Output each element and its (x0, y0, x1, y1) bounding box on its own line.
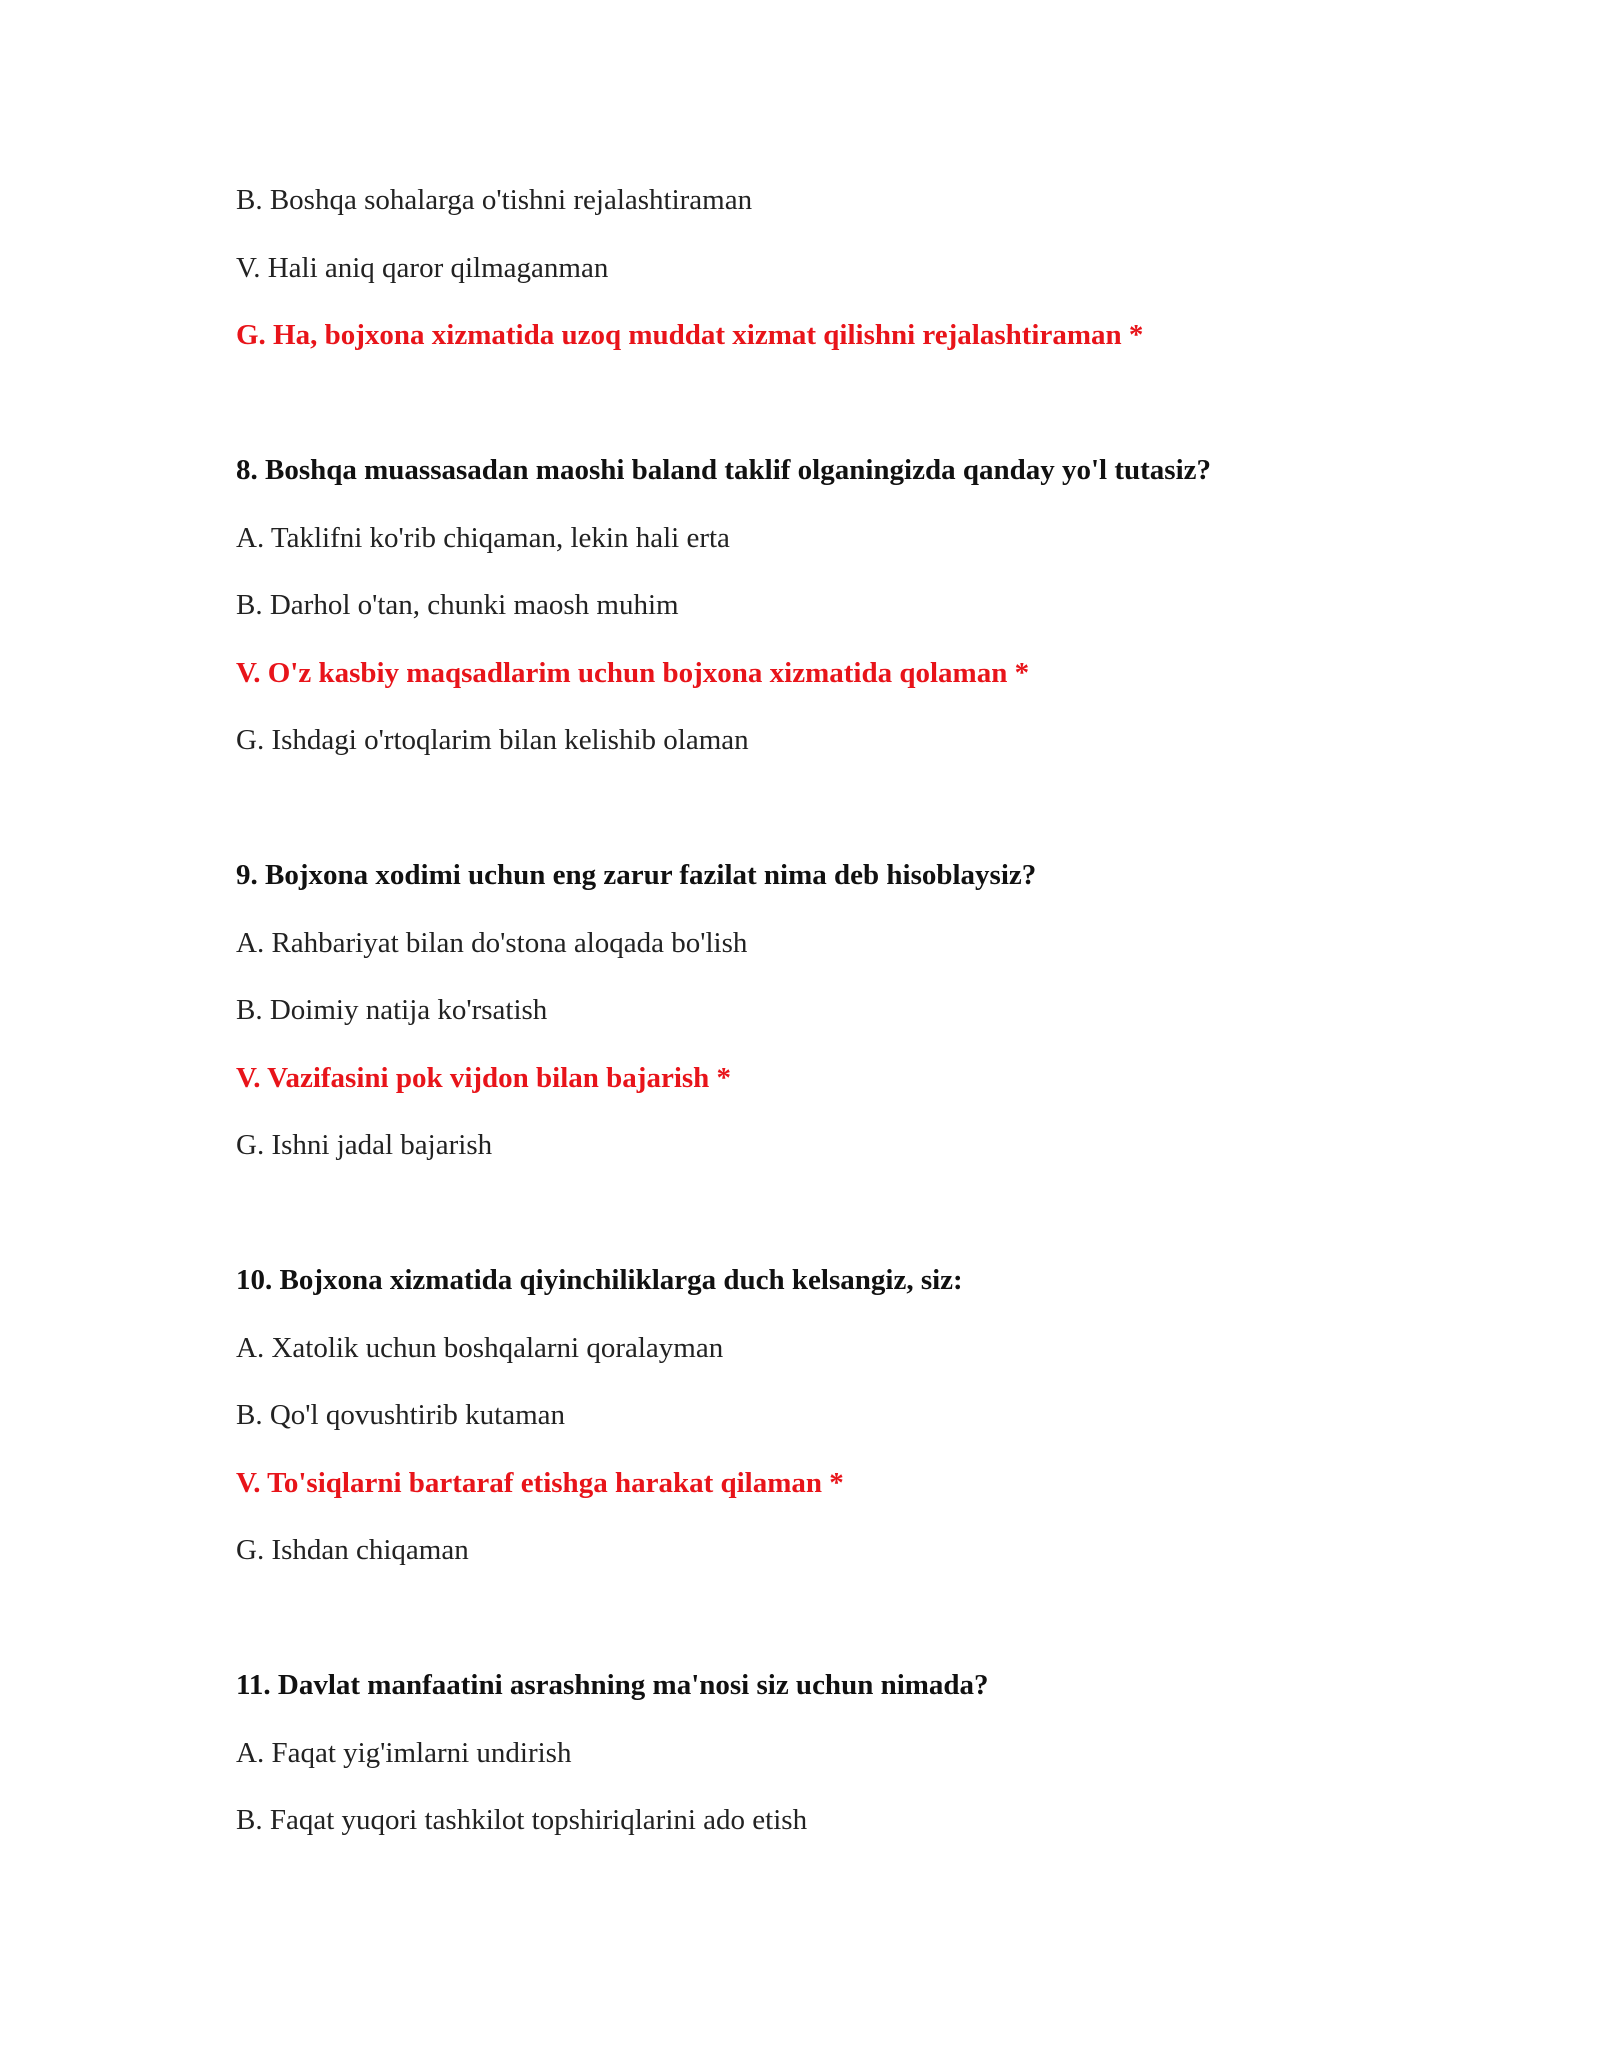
option-8-g: G. Ishdagi o'rtoqlarim bilan kelishib olaman (236, 724, 749, 756)
question-8-title: 8. Boshqa muassasadan maoshi baland taklif olganingizda qanday yo'l tutasiz? (236, 454, 1211, 486)
spacer (236, 385, 1436, 453)
question-block-8 (236, 452, 1436, 758)
spacer (236, 1600, 1436, 1668)
option-9-a: A. Rahbariyat bilan do'stona aloqada bo'lish (236, 926, 748, 959)
question-block-11 (236, 1667, 1436, 1838)
option-7-v: V. Hali aniq qaror qilmaganman (236, 251, 609, 284)
question-9-title: 9. Bojxona xodimi uchun eng zarur fazilat nima deb hisoblaysiz? (236, 859, 1037, 891)
option-8-v-correct: V. O'z kasbiy maqsadlarim uchun bojxona xizmatida qolaman * (236, 656, 1030, 689)
option-11-a: A. Faqat yig'imlarni undirish (236, 1736, 572, 1769)
option-8-a: A. Taklifni ko'rib chiqaman, lekin hali erta (236, 521, 730, 554)
option-11-b: B. Faqat yuqori tashkilot topshiriqlarini ado etish (236, 1804, 808, 1836)
question-block-10 (236, 1262, 1436, 1568)
option-10-a: A. Xatolik uchun boshqalarni qoralayman (236, 1331, 724, 1364)
spacer (236, 1195, 1436, 1263)
spacer (236, 790, 1436, 858)
option-7-g-correct: G. Ha, bojxona xizmatida uzoq muddat xizmat qilishni rejalashtiraman * (236, 319, 1144, 351)
option-10-g: G. Ishdan chiqaman (236, 1534, 469, 1566)
question-10-title: 10. Bojxona xizmatida qiyinchiliklarga duch kelsangiz, siz: (236, 1264, 963, 1296)
option-9-g: G. Ishni jadal bajarish (236, 1129, 493, 1161)
document-page (236, 182, 1436, 1870)
question-11-title: 11. Davlat manfaatini asrashning ma'nosi siz uchun nimada? (236, 1669, 989, 1701)
option-8-b: B. Darhol o'tan, chunki maosh muhim (236, 589, 679, 621)
option-9-b: B. Doimiy natija ko'rsatish (236, 994, 548, 1026)
option-10-v-correct: V. To'siqlarni bartaraf etishga harakat qilaman * (236, 1466, 844, 1499)
option-7-b: B. Boshqa sohalarga o'tishni rejalashtiraman (236, 184, 753, 216)
question-block-7-continued (236, 182, 1436, 353)
option-10-b: B. Qo'l qovushtirib kutaman (236, 1399, 566, 1431)
option-9-v-correct: V. Vazifasini pok vijdon bilan bajarish * (236, 1061, 732, 1094)
question-block-9 (236, 857, 1436, 1163)
